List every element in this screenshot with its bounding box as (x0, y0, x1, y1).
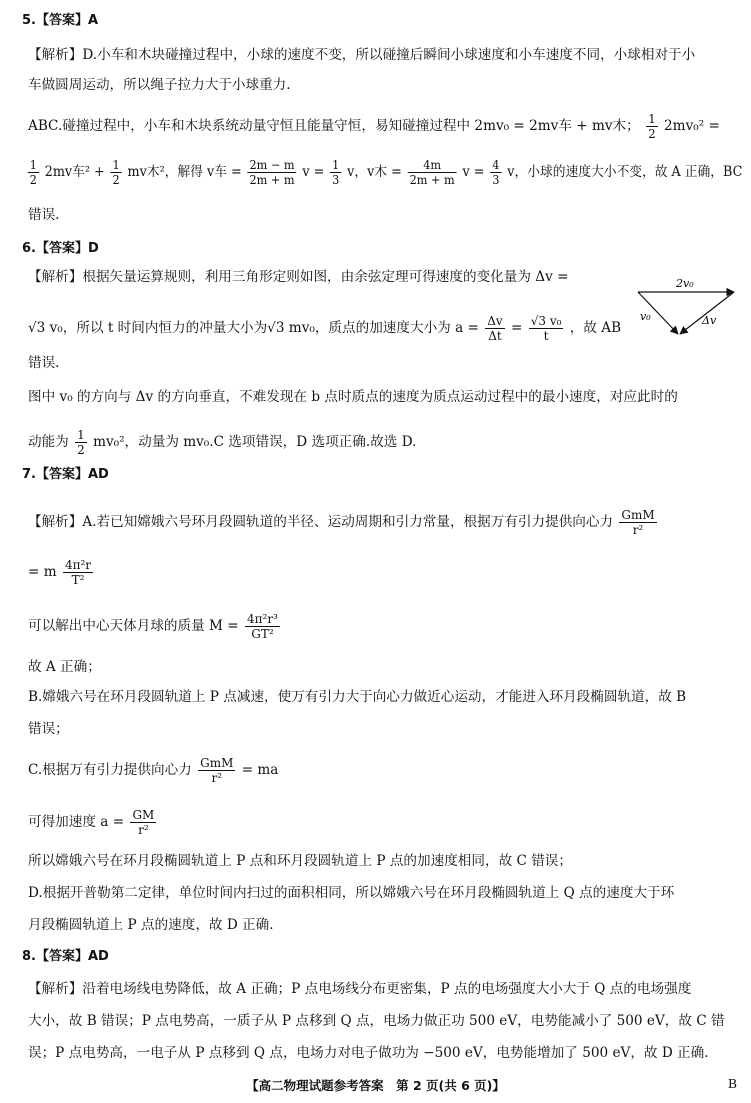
q6-line-5b: mv₀²，动量为 mv₀.C 选项错误，D 选项正确.故选 D. (93, 434, 417, 450)
q7-line-3 (28, 612, 282, 641)
q6-line-2b: = (511, 320, 523, 336)
vector-dv (680, 292, 734, 334)
q7-answer-tag: 7.【答案】AD (22, 467, 109, 482)
q8-line-2: 大小，故 B 错误；P 点电势高，一质子从 P 点移到 Q 点，电场力做正功 500 eV，电势能减小了 500 eV，故 C 错 (28, 1013, 725, 1029)
q7-line-2 (28, 558, 95, 587)
q5-line-4a: 2mv车² + (44, 164, 105, 180)
q8-line-1: 【解析】沿着电场线电势降低，故 A 正确；P 点电场线分布更密集，P 点的电场强度大小大于 Q 点的电场强度 (28, 981, 692, 997)
version-mark: B (727, 1076, 737, 1091)
q7-fraction-acc: $\frac{GM}{\text{r²}}$ (132, 808, 155, 837)
q5-fraction-half-b: $\frac{1}{2}$ (29, 158, 37, 187)
q7-line-7b: = ma (241, 762, 279, 778)
q6-fraction-dv: $\frac{\Delta v}{\Delta t}$ (487, 314, 503, 343)
q5-line-5: 错误. (28, 207, 60, 223)
q5-fraction-third: $\frac{1}{3}$ (332, 158, 340, 187)
q7-line-6: 错误； (28, 721, 69, 737)
q5-line-3b: 2mv₀² = (664, 118, 720, 134)
q6-line-2 (28, 314, 621, 343)
q5-line-4 (26, 158, 742, 187)
q8-line-3: 误；P 点电势高，一电子从 P 点移到 Q 点，电场力对电子做功为 −500 eV，电势能增加了 500 eV，故 D 正确. (28, 1045, 709, 1061)
q7-line-1 (28, 508, 659, 537)
q7-line-2a: = m (28, 564, 57, 580)
q5-line-3a: ABC.碰撞过程中，小车和木块系统动量守恒且能量守恒，易知碰撞过程中 2mv₀ = 2mv车 + mv木； (28, 118, 640, 134)
q6-line-5a: 动能为 (28, 434, 69, 450)
q7-line-3a: 可以解出中心天体月球的质量 M = (28, 618, 239, 634)
q6-line-4: 图中 v₀ 的方向与 Δv 的方向垂直，不难发现在 b 点时质点的速度为质点运动过程中的最小速度，对应此时的 (28, 389, 678, 405)
q5-answer-tag: 5.【答案】A (22, 13, 99, 28)
q5-line-4b: mv木²，解得 v车 = (127, 164, 242, 180)
q5-fraction-half-c: $\frac{1}{2}$ (112, 158, 120, 187)
q5-line-2: 车做圆周运动，所以绳子拉力大于小球重力. (28, 77, 291, 93)
q5-line-1: 【解析】D.小车和木块碰撞过程中，小球的速度不变，所以碰撞后瞬间小球速度和小车速度不同，小球相对于小 (28, 47, 696, 63)
q7-fraction-4pi: $\frac{\text{4π²r}}{\text{T²}}$ (64, 558, 92, 587)
q5-fraction-vwood: $\frac{4m}{2m + m}$ (409, 158, 455, 187)
q7-line-8a: 可得加速度 a = (28, 814, 125, 830)
q7-line-7a: C.根据万有引力提供向心力 (28, 762, 192, 778)
q5-line-4d: v，v木 = (347, 164, 402, 180)
label-dv: Δv (702, 314, 717, 327)
q5-fraction-vcar: $\frac{2m - m}{2m + m}$ (249, 158, 295, 187)
q5-fraction-half-a: $\frac{1}{2}$ (648, 112, 656, 141)
q5-line-4e: v = (462, 164, 485, 180)
q6-line-5 (28, 428, 416, 457)
q7-line-4: 故 A 正确； (28, 659, 101, 675)
page-footer: 【高二物理试题参考答案 第 2 页(共 6 页)】 (246, 1078, 505, 1093)
q5-fraction-43: $\frac{4}{3}$ (492, 158, 500, 187)
q7-line-5: B.嫦娥六号在环月段圆轨道上 P 点减速，使万有引力大于向心力做近心运动，才能进入环月段椭圆轨道，故 B (28, 689, 687, 705)
q8-answer-tag: 8.【答案】AD (22, 949, 109, 964)
vector-triangle-diagram (628, 272, 743, 344)
q5-line-4f: v，小球的速度大小不变，故 A 正确，BC (507, 164, 743, 180)
q6-fraction-half: $\frac{1}{2}$ (77, 428, 85, 457)
q6-line-2a: √3 v₀，所以 t 时间内恒力的冲量大小为√3 mv₀，质点的加速度大小为 a = (28, 320, 479, 336)
q6-line-2c: ，故 AB (569, 320, 622, 336)
q7-line-9: 所以嫦娥六号在环月段椭圆轨道上 P 点和环月段圆轨道上 P 点的加速度相同，故 C 错误； (28, 853, 572, 869)
q6-answer-tag: 6.【答案】D (22, 241, 99, 256)
q7-line-7 (28, 756, 278, 785)
q5-line-3 (28, 112, 720, 141)
q7-fraction-mass: $\frac{\text{4π²r³}}{\text{GT²}}$ (247, 612, 278, 641)
q7-line-10: D.根据开普勒第二定律，单位时间内扫过的面积相同，所以嫦娥六号在环月段椭圆轨道上 Q 点的速度大于环 (28, 885, 675, 901)
q6-line-3: 错误. (28, 355, 60, 371)
q7-fraction-gmm: $\frac{\text{GmM}}{\text{r²}}$ (621, 508, 655, 537)
q7-fraction-gmm-c: $\frac{\text{GmM}}{\text{r²}}$ (200, 756, 234, 785)
label-v0: v₀ (640, 310, 651, 323)
q6-line-1: 【解析】根据矢量运算规则，利用三角形定则如图，由余弦定理可得速度的变化量为 Δv = (28, 269, 569, 285)
q6-fraction-root: $\frac{\text{√3 v₀}}{t}$ (530, 314, 562, 343)
label-2v0: 2v₀ (676, 277, 694, 290)
q7-line-11: 月段椭圆轨道上 P 点的速度，故 D 正确. (28, 917, 274, 933)
q7-line-8 (28, 808, 158, 837)
q7-line-1a: 【解析】A.若已知嫦娥六号环月段圆轨道的半径、运动周期和引力常量，根据万有引力提供向心力 (28, 514, 614, 530)
q5-line-4c: v = (302, 164, 329, 180)
